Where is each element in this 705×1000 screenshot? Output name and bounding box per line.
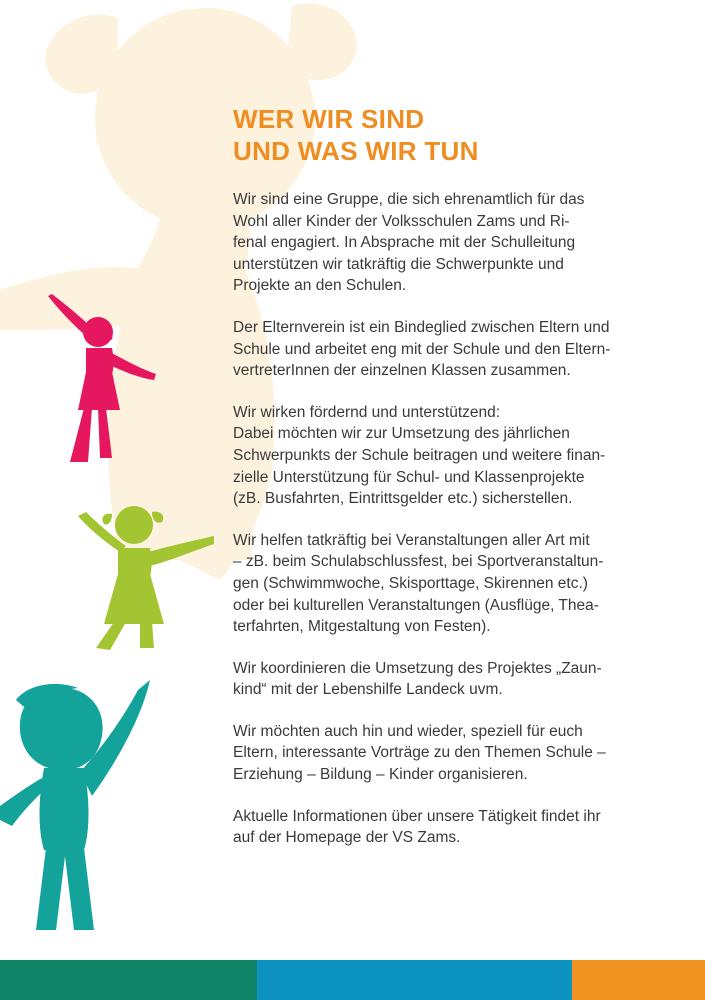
text-line: terfahrten, Mitgestaltung von Festen). <box>233 618 491 636</box>
page-title <box>233 103 647 167</box>
text-line: – zB. beim Schulabschlussfest, bei Sportveranstaltun- <box>233 553 604 571</box>
text-line: kind“ mit der Lebenshilfe Landeck uvm. <box>233 681 503 699</box>
text-line: auf der Homepage der VS Zams. <box>233 829 461 847</box>
text-line: (zB. Busfahrten, Eintrittsgelder etc.) sicherstellen. <box>233 490 573 508</box>
paragraph-who-we-are <box>233 189 647 297</box>
text-line: Wir helfen tatkräftig bei Veranstaltungen aller Art mit <box>233 531 590 549</box>
text-line: Wohl aller Kinder der Volksschulen Zams und Ri- <box>233 212 570 230</box>
title-line-1: WER WIR SIND <box>233 104 425 134</box>
text-line: Der Elternverein ist ein Bindeglied zwischen Eltern und <box>233 318 610 336</box>
footer-bar-green <box>0 960 257 1000</box>
text-line: Schule und arbeitet eng mit der Schule und den Eltern- <box>233 340 611 358</box>
text-line: gen (Schwimmwoche, Skisporttage, Skirennen etc.) <box>233 574 588 592</box>
text-line: Wir koordinieren die Umsetzung des Projektes „Zaun- <box>233 659 602 677</box>
paragraph-link-between <box>233 317 647 382</box>
paragraph-lectures <box>233 721 647 786</box>
paragraph-project <box>233 658 647 701</box>
footer-bar-orange <box>572 960 705 1000</box>
text-line: Dabei möchten wir zur Umsetzung des jährlichen <box>233 425 570 443</box>
footer-bar-blue <box>257 960 572 1000</box>
paragraph-homepage <box>233 806 647 849</box>
text-line: Eltern, interessante Vorträge zu den Themen Schule – <box>233 744 606 762</box>
paragraph-events <box>233 530 647 638</box>
title-line-2: UND WAS WIR TUN <box>233 136 479 166</box>
text-line: Wir wirken fördernd und unterstützend: <box>233 403 501 421</box>
text-line: Wir möchten auch hin und wieder, speziell für euch <box>233 722 583 740</box>
text-line: oder bei kulturellen Veranstaltungen (Ausflüge, Thea- <box>233 596 599 614</box>
content-column <box>233 103 647 869</box>
paragraph-support <box>233 402 647 510</box>
text-line: fenal engagiert. In Absprache mit der Schulleitung <box>233 234 576 252</box>
text-line: zielle Unterstützung für Schul- und Klassenprojekte <box>233 468 585 486</box>
text-line: unterstützen wir tatkräftig die Schwerpunkte und <box>233 255 564 273</box>
text-line: Wir sind eine Gruppe, die sich ehrenamtlich für das <box>233 191 585 208</box>
teal-figure-icon <box>0 680 150 930</box>
text-line: Aktuelle Informationen über unsere Tätigkeit findet ihr <box>233 807 601 825</box>
text-line: vertreterInnen der einzelnen Klassen zusammen. <box>233 362 571 380</box>
text-line: Erziehung – Bildung – Kinder organisieren. <box>233 766 528 784</box>
text-line: Schwerpunkts der Schule beitragen und weitere finan- <box>233 446 606 464</box>
text-line: Projekte an den Schulen. <box>233 277 407 295</box>
